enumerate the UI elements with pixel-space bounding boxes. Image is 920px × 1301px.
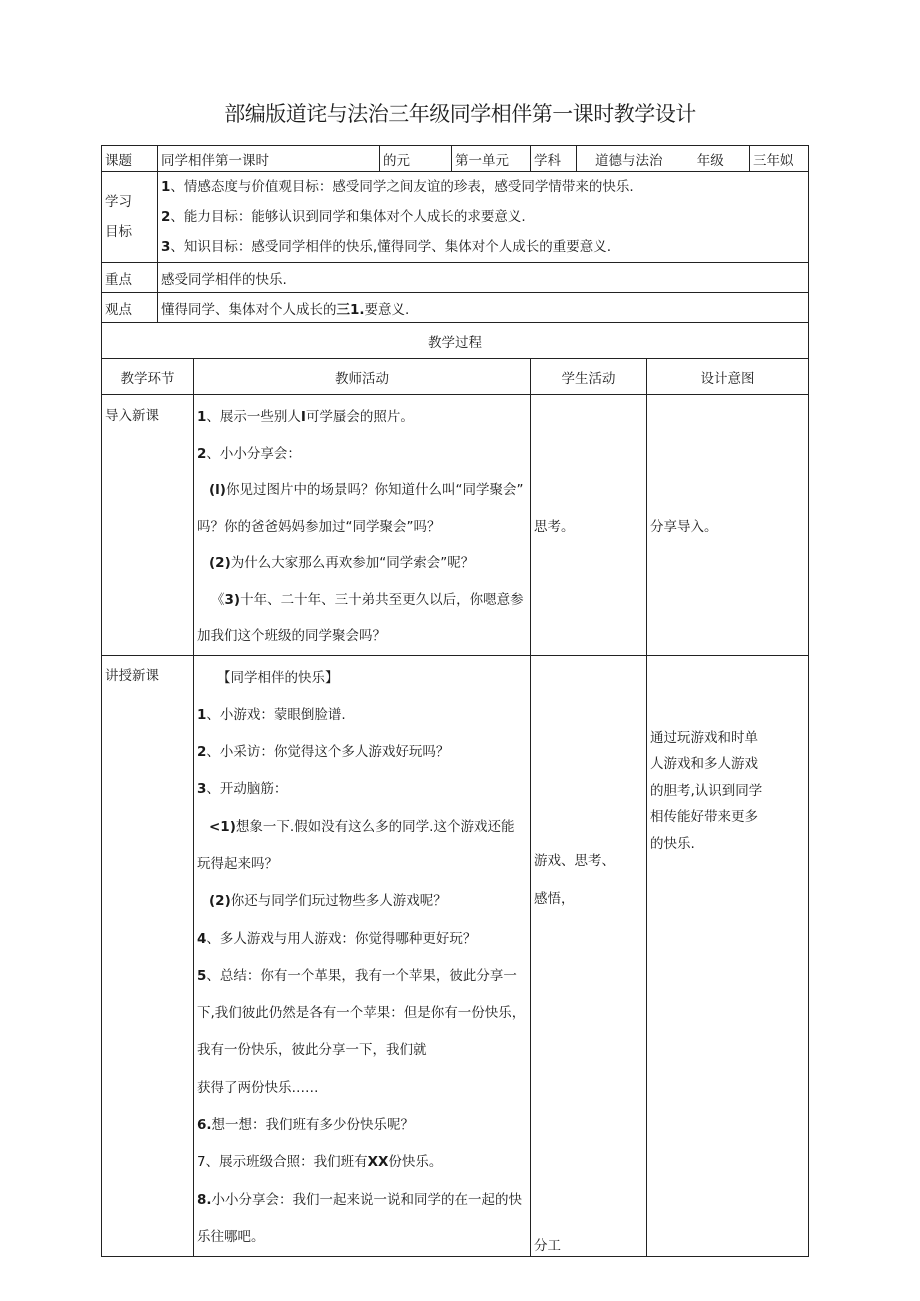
teacher-line: 8.小小分享会：我们一起来说一说和同学的在一起的快 (197, 1191, 523, 1208)
difficulty-label: 观点 (102, 293, 158, 323)
intro-student-activity: 思考。 (531, 395, 647, 656)
grade-value: 三年姒 (750, 146, 809, 172)
column-header-teacher: 教师活动 (194, 359, 531, 395)
student-activity-line: 感悟， (534, 890, 575, 907)
teacher-line: 2、小采访：你觉得这个多人游戏好玩吗？ (197, 744, 450, 761)
intent-line: 的胆考,认识到同学 (650, 782, 763, 799)
column-header-student: 学生活动 (531, 359, 647, 395)
objectives-label-2: 目标 (105, 224, 132, 240)
objectives-label (102, 172, 158, 263)
teacher-line: 3、开动脑筋： (197, 781, 288, 798)
student-activity-line: 分工 (534, 1238, 561, 1255)
teacher-line: 1、小游戏：蒙眼倒脸谱. (197, 706, 346, 723)
teacher-line: 乐往哪吧。 (197, 1228, 265, 1245)
student-activity-line: 游戏、思考、 (534, 852, 615, 869)
objective-item: 3、知识目标：感受同学相伴的快乐,懂得同学、集体对个人成长的重要意义. (161, 239, 611, 255)
teacher-line: 2、小小分享会： (197, 445, 301, 462)
teacher-line: 7、展示班级合照：我们班有XX份快乐。 (197, 1154, 443, 1171)
intro-design-intent: 分享导入。 (647, 395, 809, 656)
intent-line: 相传能好带来更多 (650, 809, 758, 825)
teacher-line: 玩得起来吗？ (197, 855, 278, 872)
new-lesson-student-activity (531, 655, 647, 1257)
topic-label: 课题 (102, 146, 158, 172)
difficulty-text: 懂得同学、集体对个人成长的三1.要意义. (158, 293, 809, 323)
process-heading: 教学过程 (102, 323, 809, 359)
unit-value: 第一单元 (452, 146, 531, 172)
subject-value (577, 146, 750, 172)
new-lesson-design-intent (647, 655, 809, 1257)
column-header-intent: 设计意图 (647, 359, 809, 395)
stage-new-lesson: 讲授新课 (102, 655, 194, 1257)
objective-item: 2、能力目标：能够认识到同学和集体对个人成长的求要意义. (161, 209, 526, 225)
grade-label: 年级 (696, 152, 724, 169)
stage-intro: 导入新课 (102, 395, 194, 656)
teacher-line: (2)你还与同学们玩过物些多人游戏呢？ (209, 893, 447, 910)
teacher-line: 《3)十年、二十年、三十弟共至更久以后，你嗯意参 (211, 591, 524, 608)
teacher-line: (2)为什么大家那么再欢参加“同学索会”呢？ (209, 555, 475, 571)
teacher-line: 1、展示一些别人I可学蜃会的照片。 (197, 409, 414, 425)
topic-value: 同学相伴第一课时 (158, 146, 380, 172)
teacher-line: 4、多人游戏与用人游戏：你觉得哪种更好玩？ (197, 930, 477, 947)
column-header-stage: 教学环节 (102, 359, 194, 395)
teacher-line: 5、总结：你有一个革果，我有一个苹果，彼此分享一 (197, 967, 517, 984)
objective-item: 1、情感态度与价值观目标：感受同学之间友谊的珍表，感受同学情带来的快乐. (161, 179, 634, 195)
teacher-line: 下,我们彼此仍然是各有一个苹果：但是你有一份快乐， (197, 1005, 526, 1022)
page-title: 部编版道诧与法治三年级同学相伴第一课时教学设计 (224, 102, 696, 126)
teacher-line: 获得了两份快乐…… (197, 1079, 319, 1096)
intent-line: 的快乐. (650, 835, 695, 852)
intent-line: 人游戏和多人游戏 (650, 756, 758, 772)
teacher-line: <1)想象一下.假如没有这么多的同学.这个游戏还能 (209, 818, 515, 835)
teacher-line: 6.想一想：我们班有多少份快乐呢？ (197, 1117, 415, 1134)
teacher-line: 吗？你的爸爸妈妈参加过“同学聚会”吗？ (197, 518, 441, 535)
teacher-line: 加我们这个班级的同学聚会吗？ (197, 628, 386, 644)
teacher-line: 【同学相伴的快乐】 (217, 669, 339, 686)
key-point-text: 感受同学相伴的快乐. (158, 263, 809, 293)
subject-value-text: 道德与法治 (595, 152, 663, 169)
objectives-list (158, 172, 809, 263)
lesson-plan-table (101, 145, 809, 1257)
intro-teacher-activities (194, 395, 531, 656)
teacher-line: 我有一份快乐，彼此分享一下，我们就 (197, 1042, 427, 1059)
key-point-label: 重点 (102, 263, 158, 293)
teacher-line: (l)你见过图片中的场景吗？你知道什么叫“同学聚会” (209, 482, 524, 498)
new-lesson-teacher-activities (194, 655, 531, 1257)
subject-label: 学科 (531, 146, 577, 172)
objectives-label-1: 学习 (105, 194, 132, 210)
unit-label: 的元 (380, 146, 452, 172)
intent-line: 通过玩游戏和时单 (650, 729, 758, 746)
